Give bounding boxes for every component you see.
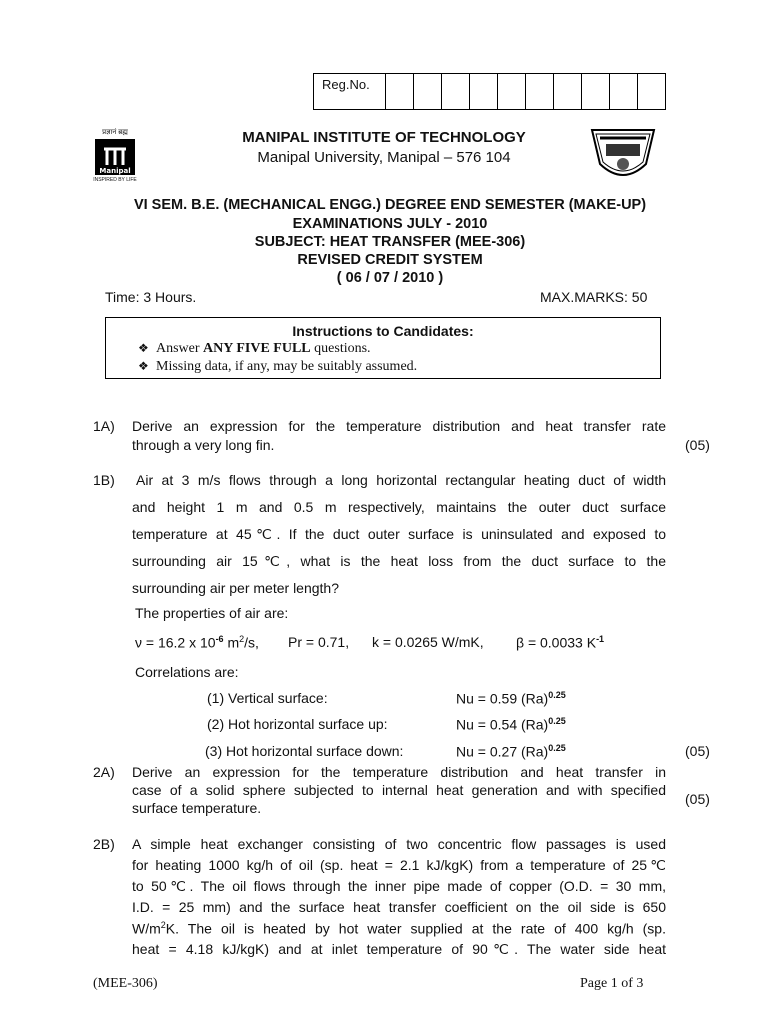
reg-no-cell — [470, 74, 498, 109]
prandtl-number: Pr = 0.71, — [288, 634, 350, 650]
instruction-item: ❖ Missing data, if any, may be suitably assumed. — [138, 359, 418, 374]
question-text: to 50℃. The oil flows through the inner pipe made of copper (O.D. = 30 mm, — [132, 878, 666, 894]
correlation-label: (3) Hot horizontal surface down: — [205, 743, 404, 759]
question-number: 2A) — [93, 764, 115, 780]
correlation-label: (2) Hot horizontal surface up: — [207, 716, 388, 732]
svg-text:Manipal: Manipal — [99, 167, 131, 175]
question-marks: (05) — [685, 791, 710, 807]
correlation-equation: Nu = 0.27 $(Ra)^{0.25}$ — [456, 743, 566, 760]
exam-date: ( 06 / 07 / 2010 ) — [336, 270, 444, 286]
reg-no-cell — [554, 74, 582, 109]
question-text: through a very long fin. — [132, 437, 275, 453]
footer-course-code: (MEE-306) — [93, 976, 158, 991]
question-text: case of a solid sphere subjected to internal heat generation and with specified — [132, 782, 666, 798]
reg-no-cell — [638, 74, 665, 109]
exam-time: Time: 3 Hours. — [105, 289, 197, 305]
logo-tag: INSPIRED BY LIFE — [93, 177, 137, 183]
logo-motto: प्रज्ञानं ब्रह्म — [102, 129, 128, 136]
question-text: Derive an expression for the temperature distribution and heat transfer rate — [132, 418, 666, 434]
reg-no-cell — [386, 74, 414, 109]
correlations-title: Correlations are: — [135, 664, 239, 680]
question-text: temperature at 45℃. If the duct outer surface is uninsulated and exposed to — [132, 526, 666, 542]
question-text: surrounding air per meter length? — [132, 580, 340, 596]
subject-line: SUBJECT: HEAT TRANSFER (MEE-306) — [254, 234, 526, 250]
question-text: for heating 1000 kg/h of oil (sp. heat = 2.1 kJ/kgK) from a temperature of 25℃ — [132, 857, 666, 873]
question-text: I.D. = 25 mm) and the surface heat transfer coefficient on the oil side is 650 — [132, 899, 666, 915]
reg-no-label: Reg.No. — [314, 74, 386, 109]
reg-no-cell — [582, 74, 610, 109]
question-text: and height 1 m and 0.5 m respectively, maintains the outer duct surface — [132, 499, 666, 515]
reg-no-cell — [442, 74, 470, 109]
diamond-bullet-icon: ❖ — [138, 341, 149, 355]
max-marks: MAX.MARKS: 50 — [540, 289, 648, 305]
question-text: Derive an expression for the temperature distribution and heat transfer in — [132, 764, 666, 780]
question-marks: (05) — [685, 743, 710, 759]
question-text: Air at 3 m/s flows through a long horizontal rectangular heating duct of width — [136, 472, 666, 488]
question-number: 1A) — [93, 418, 115, 434]
instructions-title: Instructions to Candidates: — [292, 323, 474, 339]
reg-no-box — [313, 73, 666, 110]
correlation-label: (1) Vertical surface: — [207, 690, 328, 706]
institute-name: MANIPAL INSTITUTE OF TECHNOLOGY — [242, 129, 526, 146]
question-text: surface temperature. — [132, 800, 262, 816]
university-address: Manipal University, Manipal – 576 104 — [257, 149, 511, 166]
question-text: A simple heat exchanger consisting of two concentric flow passages is used — [132, 836, 666, 852]
exam-title-line2: EXAMINATIONS JULY - 2010 — [292, 216, 488, 232]
question-number: 1B) — [93, 472, 115, 488]
credit-system-line: REVISED CREDIT SYSTEM — [297, 252, 483, 268]
instructions-box — [105, 317, 661, 379]
question-text: heat = 4.18 kJ/kgK) and at inlet temperature of 90℃. The water side heat — [132, 941, 666, 957]
expansion-coefficient: β = 0.0033 $K^{-1}$ — [516, 634, 605, 651]
reg-no-cell — [610, 74, 638, 109]
reg-no-cell — [498, 74, 526, 109]
correlation-equation: Nu = 0.59 $(Ra)^{0.25}$ — [456, 690, 566, 707]
reg-no-cell — [414, 74, 442, 109]
footer-page-number: Page 1 of 3 — [580, 976, 644, 991]
thermal-conductivity: k = 0.0265 W/mK, — [372, 634, 484, 650]
reg-no-cell — [526, 74, 554, 109]
diamond-bullet-icon: ❖ — [138, 359, 149, 373]
exam-title-line1: VI SEM. B.E. (MECHANICAL ENGG.) DEGREE END SEMESTER (MAKE-UP) — [133, 197, 647, 213]
question-text: surrounding air 15℃, what is the heat loss from the duct surface to the — [132, 553, 666, 569]
properties-line: ν = 16.2 x $10^{-6}$ $m^2/s$, — [135, 634, 259, 651]
instruction-item: ❖ Answer ANY FIVE FULL questions. — [138, 341, 371, 356]
question-marks: (05) — [685, 437, 710, 453]
question-number: 2B) — [93, 836, 115, 852]
properties-title: The properties of air are: — [135, 605, 289, 621]
question-text: $W/m^2K$. The oil is heated by hot water supplied at the rate of 400 kg/h (sp. — [132, 920, 666, 937]
correlation-equation: Nu = 0.54 $(Ra)^{0.25}$ — [456, 716, 566, 733]
